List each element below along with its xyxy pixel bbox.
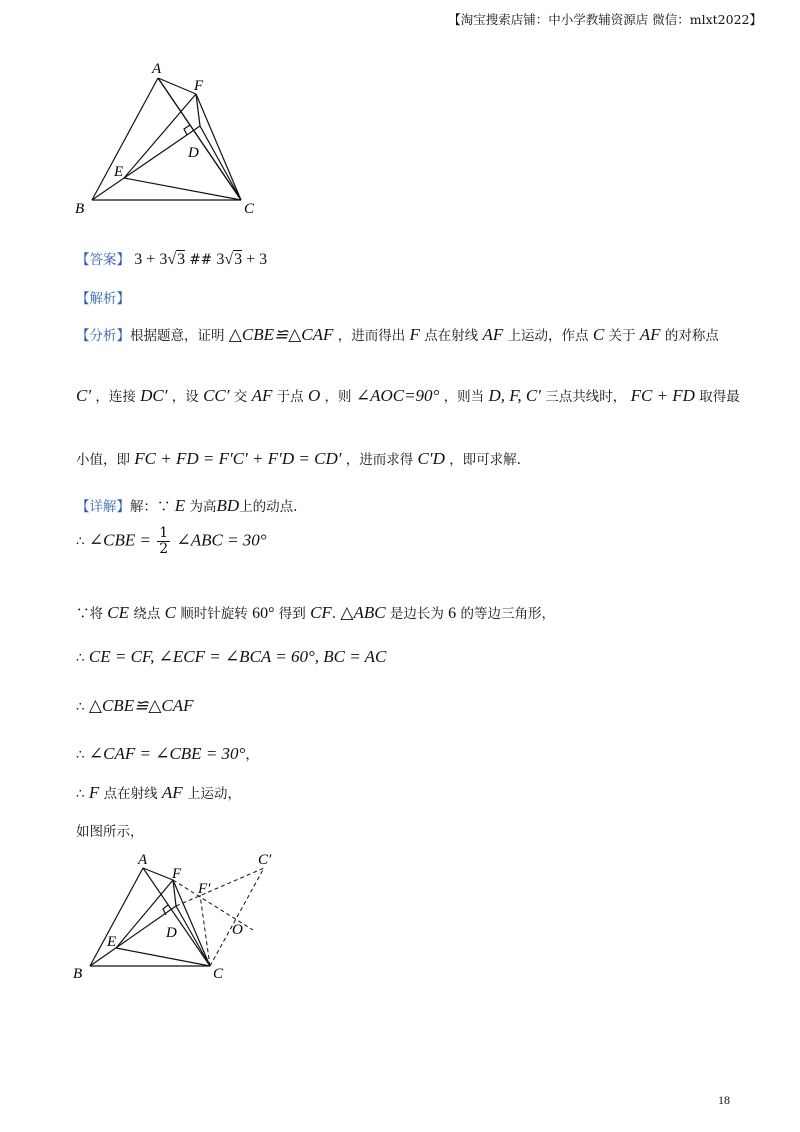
detail-l2m2: ∠ABC = 30° (176, 530, 267, 550)
detail-l3c: 顺时针旋转 (180, 606, 248, 622)
fig2-label-a: A (138, 852, 148, 868)
detail-l6a: ∴ (76, 747, 85, 763)
analysis-t15: 小值，即 (76, 452, 130, 468)
analysis-m1: △CBE≌△CAF (228, 325, 334, 344)
answer-sep: ## (189, 252, 213, 268)
analysis-t1: 根据题意，证明 (130, 328, 225, 344)
detail-l3g: 的等边三角形， (460, 606, 555, 622)
detail-line-3 (76, 604, 555, 622)
analysis-t14: 取得最 (699, 389, 740, 405)
analysis-t4: 上运动，作点 (507, 328, 589, 344)
detail-line-7 (76, 784, 241, 802)
fig1-label-b: B (75, 201, 85, 217)
detail-l1m: E (174, 496, 186, 515)
analysis-t17: ，即可求解. (449, 452, 521, 468)
answer-root1: 3 (177, 251, 186, 268)
detail-l3m2: C (164, 603, 176, 622)
analysis-t3: 点在射线 (424, 328, 479, 344)
analysis-m7: DC′ (140, 386, 168, 405)
fraction-denominator: 2 (159, 541, 169, 558)
detail-l3f: 是边长为 (389, 606, 444, 622)
fig1-label-c: C (244, 201, 255, 217)
analysis-m5: AF (639, 325, 661, 344)
analysis-tag: 【分析】 (76, 328, 130, 344)
detail-line-8: 如图所示， (76, 824, 144, 840)
detail-line-5 (76, 697, 194, 715)
analysis-m8: CC′ (203, 386, 230, 405)
detail-l3b: 绕点 (133, 606, 161, 622)
detail-l3a: ∵将 (76, 606, 103, 622)
detail-tag: 【详解】 (76, 499, 130, 515)
fraction-numerator: 1 (159, 525, 169, 541)
detail-line-6 (76, 745, 259, 763)
analysis-m9: AF (251, 386, 273, 405)
analysis-t5: 关于 (608, 328, 636, 344)
detail-l3m6: 6 (448, 605, 457, 622)
analysis-m10: O (307, 386, 321, 405)
fig1-label-f: F (194, 78, 204, 94)
analysis-m13: FC + FD (630, 386, 695, 405)
analysis-t9: 交 (233, 389, 248, 405)
answer-v3: + 3 (242, 251, 268, 268)
detail-l3e: . (331, 606, 337, 622)
detail-l7m2: AF (161, 783, 183, 802)
answer-line: 【答案】 3 + 3√3 ## 3√3 + 3 (76, 251, 268, 268)
analysis-m15: C′D (417, 449, 445, 468)
analysis-t11: ，则 (324, 389, 352, 405)
analysis-t12: ，则当 (443, 389, 485, 405)
analysis-t7: ，连接 (95, 389, 136, 405)
analysis-heading: 【解析】 (76, 291, 130, 307)
answer-tag: 【答案】 (76, 252, 130, 268)
analysis-t2: ，进而得出 (337, 328, 406, 344)
fig2-label-f-prime: F′ (198, 881, 211, 897)
analysis-line-3 (76, 450, 521, 468)
detail-fraction (157, 526, 170, 558)
fig1-label-a: A (152, 61, 162, 77)
fig2-label-d: D (166, 925, 177, 941)
detail-l3m3: 60° (252, 605, 275, 622)
fig2-label-c: C (213, 966, 224, 982)
page-header: 【淘宝搜索店铺：中小学教辅资源店 微信：mlxt2022】 (448, 12, 762, 27)
analysis-m2: F (409, 325, 420, 344)
detail-l7a: ∴ (76, 786, 85, 802)
detail-l3m1: CE (107, 603, 130, 622)
detail-l1b: 为高 (189, 499, 217, 515)
fig1-label-d: D (188, 145, 199, 161)
triangle-figure-2 (60, 845, 290, 985)
analysis-m3: AF (482, 325, 504, 344)
analysis-m12: D, F, C′ (488, 386, 541, 405)
answer-v2: 3 (216, 251, 225, 268)
detail-l7b: 点在射线 (103, 786, 158, 802)
answer-v1: 3 + 3 (134, 251, 168, 268)
detail-l2m1: ∠CBE = (88, 530, 151, 550)
detail-l3m4: CF (310, 603, 332, 622)
analysis-t10: 于点 (276, 389, 304, 405)
analysis-t6: 的对称点 (664, 328, 719, 344)
detail-l4m: CE = CF, ∠ECF = ∠BCA = 60°, BC = AC (88, 647, 387, 666)
detail-l6m: ∠CAF = ∠CBE = 30° (88, 744, 246, 763)
page-number: 18 (718, 1093, 730, 1107)
analysis-t13: 三点共线时， (545, 389, 627, 405)
fig2-label-f: F (172, 866, 182, 882)
detail-l4a: ∴ (76, 650, 85, 666)
detail-line-1 (76, 497, 297, 515)
detail-l6b: ， (245, 747, 259, 763)
detail-l3m5: △ABC (340, 603, 386, 622)
fig1-label-e: E (114, 164, 124, 180)
fig2-label-b: B (73, 966, 83, 982)
analysis-line-1 (76, 326, 719, 344)
answer-root2: 3 (234, 251, 243, 268)
analysis-t16: ，进而求得 (345, 452, 414, 468)
fig2-label-e: E (107, 934, 117, 950)
detail-l1m2: BD (216, 496, 240, 515)
analysis-line-2 (76, 387, 740, 405)
fig2-label-c-prime: C′ (258, 852, 272, 868)
analysis-t8: ，设 (171, 389, 199, 405)
detail-line-2 (76, 526, 267, 558)
detail-l3d: 得到 (278, 606, 306, 622)
triangle-figure-1 (60, 55, 280, 225)
detail-l2a: ∴ (76, 533, 85, 550)
analysis-m11: ∠AOC=90° (355, 386, 440, 405)
detail-l1c: 上的动点. (239, 499, 298, 515)
fig2-label-o: O (232, 922, 243, 938)
analysis-m14: FC + FD = F′C′ + F′D = CD′ (134, 449, 342, 468)
detail-l7c: 上运动， (186, 786, 241, 802)
detail-l1a: 解：∵ (130, 499, 171, 515)
detail-l5a: ∴ (76, 699, 85, 715)
detail-l5m: △CBE≌△CAF (88, 696, 194, 715)
detail-line-4 (76, 648, 386, 666)
analysis-m4: C (592, 325, 605, 344)
analysis-m6: C′ (76, 386, 92, 405)
detail-l7m1: F (88, 783, 100, 802)
